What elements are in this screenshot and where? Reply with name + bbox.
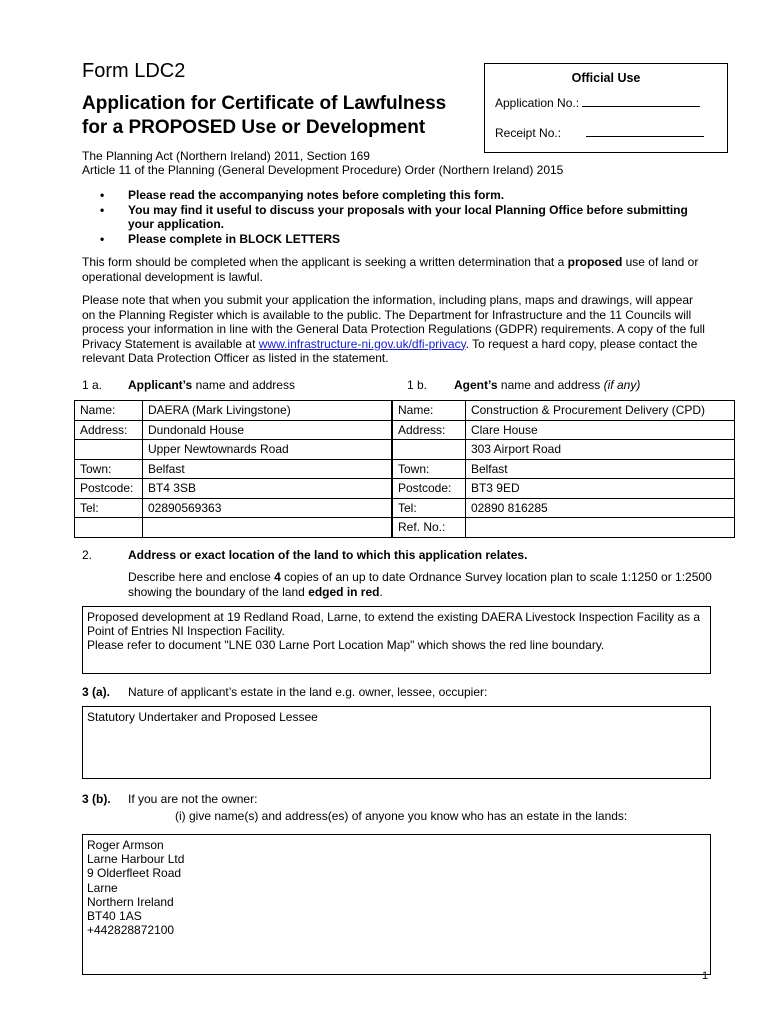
owner-details-field[interactable]: Roger Armson Larne Harbour Ltd 9 Olderfleet Road Larne Northern Ireland BT40 1AS +442828872100 — [82, 834, 711, 975]
applicant-address-field[interactable]: Dundonald House — [142, 420, 391, 440]
agent-table — [392, 400, 735, 538]
applicant-tel-field[interactable]: 02890569363 — [142, 498, 391, 518]
table-row — [75, 518, 392, 538]
title-line-1: Application for Certificate of Lawfulness — [82, 93, 447, 114]
intro-paragraph-2: Please note that when you submit your application the information, including plans, maps and drawings, will appear on the Planning Register which is available to the public. The Department for Infrastructure and the 11 Councils will process your information in line with the General Data Protection Regulations (GDPR) requirements. A copy of the full Privacy Statement is available at www.infrastructure-ni.gov.uk/dfi-privacy. To request a hard copy, please contact the relevant Data Protection Officer as listed in the statement. — [82, 293, 705, 365]
applicant-town-field[interactable]: Belfast — [142, 459, 391, 479]
agent-town-field[interactable]: Belfast — [465, 459, 734, 479]
agent-address-field-2[interactable]: 303 Airport Road — [465, 440, 734, 460]
application-no-row — [495, 96, 700, 110]
page-number: 1 — [702, 970, 709, 982]
official-use-heading: Official Use — [571, 71, 641, 85]
section-3b-question: If you are not the owner: — [128, 792, 258, 806]
page-title — [82, 92, 446, 140]
agent-address-field[interactable]: Clare House — [465, 420, 734, 440]
section-3b-number: 3 (b). — [82, 792, 111, 806]
official-use-box — [484, 63, 728, 153]
applicant-postcode-field[interactable]: BT4 3SB — [142, 479, 391, 499]
table-row: Postcode: BT4 3SB — [75, 479, 392, 499]
location-answer-field[interactable]: Proposed development at 19 Redland Road, Larne, to extend the existing DAERA Livestock Inspection Facility as a Point of Entries NI Inspection Facility. Please refer to document "LNE 030 Larne Port Location Map" which shows the red line boundary. — [82, 606, 711, 674]
instructions-list — [100, 188, 690, 246]
title-line-2: for a PROPOSED Use or Development — [82, 117, 426, 138]
table-row: Name: DAERA (Mark Livingstone) — [75, 401, 392, 421]
intro-paragraph-1: This form should be completed when the applicant is seeking a written determination that a proposed use of land or operational development is lawful. — [82, 255, 699, 284]
table-row: Tel: 02890569363 — [75, 498, 392, 518]
agent-ref-field[interactable] — [465, 518, 734, 538]
table-row — [393, 440, 735, 460]
estate-answer-field[interactable]: Statutory Undertaker and Proposed Lessee — [82, 706, 711, 779]
section-3b-subquestion: (i) give name(s) and address(es) of anyone you know who has an estate in the lands: — [175, 809, 628, 823]
instruction-item: • Please read the accompanying notes before completing this form. — [100, 188, 690, 203]
section-1a-heading: Applicant’s name and address — [128, 378, 295, 392]
agent-postcode-field[interactable]: BT3 9ED — [465, 479, 734, 499]
legislation — [82, 149, 563, 177]
application-no-field[interactable] — [582, 96, 700, 107]
application-no-label: Application No.: — [495, 96, 580, 110]
receipt-no-row — [495, 126, 704, 140]
form-number: Form LDC2 — [82, 60, 186, 82]
instruction-item: • Please complete in BLOCK LETTERS — [100, 232, 690, 247]
agent-tel-field[interactable]: 02890 816285 — [465, 498, 734, 518]
section-2-heading: Address or exact location of the land to which this application relates. — [128, 548, 528, 562]
table-row: Address: Dundonald House — [75, 420, 392, 440]
table-row: Tel: 02890 816285 — [393, 498, 735, 518]
section-3a-question: Nature of applicant’s estate in the land e.g. owner, lessee, occupier: — [128, 685, 488, 699]
instruction-item: • You may find it useful to discuss your proposals with your local Planning Office before submitting your application. — [100, 203, 690, 232]
agent-name-field[interactable]: Construction & Procurement Delivery (CPD) — [465, 401, 734, 421]
section-2-number: 2. — [82, 548, 93, 562]
table-row: Name: Construction & Procurement Delivery (CPD) — [393, 401, 735, 421]
applicant-extra-field[interactable] — [142, 518, 391, 538]
section-1b-heading: Agent’s name and address (if any) — [454, 378, 641, 392]
privacy-link[interactable]: www.infrastructure-ni.gov.uk/dfi-privacy — [258, 336, 466, 351]
table-row — [75, 440, 392, 460]
table-row: Town: Belfast — [75, 459, 392, 479]
applicant-table — [74, 400, 392, 538]
applicant-name-field[interactable]: DAERA (Mark Livingstone) — [142, 401, 391, 421]
receipt-no-field[interactable] — [586, 126, 704, 137]
receipt-no-label: Receipt No.: — [495, 126, 562, 140]
legislation-line-1: The Planning Act (Northern Ireland) 2011, Section 169 — [82, 149, 370, 163]
section-3a-number: 3 (a). — [82, 685, 111, 699]
section-1a-number: 1 a. — [82, 378, 103, 392]
applicant-address-field-2[interactable]: Upper Newtownards Road — [142, 440, 391, 460]
section-1b-number: 1 b. — [407, 378, 428, 392]
table-row: Town: Belfast — [393, 459, 735, 479]
table-row: Ref. No.: — [393, 518, 735, 538]
section-2-description: Describe here and enclose 4 copies of an up to date Ordnance Survey location plan to scale 1:1250 or 1:2500 showing the boundary of the land edged in red. — [128, 570, 712, 599]
table-row: Postcode: BT3 9ED — [393, 479, 735, 499]
legislation-line-2: Article 11 of the Planning (General Development Procedure) Order (Northern Ireland) 2015 — [82, 163, 564, 177]
table-row: Address: Clare House — [393, 420, 735, 440]
